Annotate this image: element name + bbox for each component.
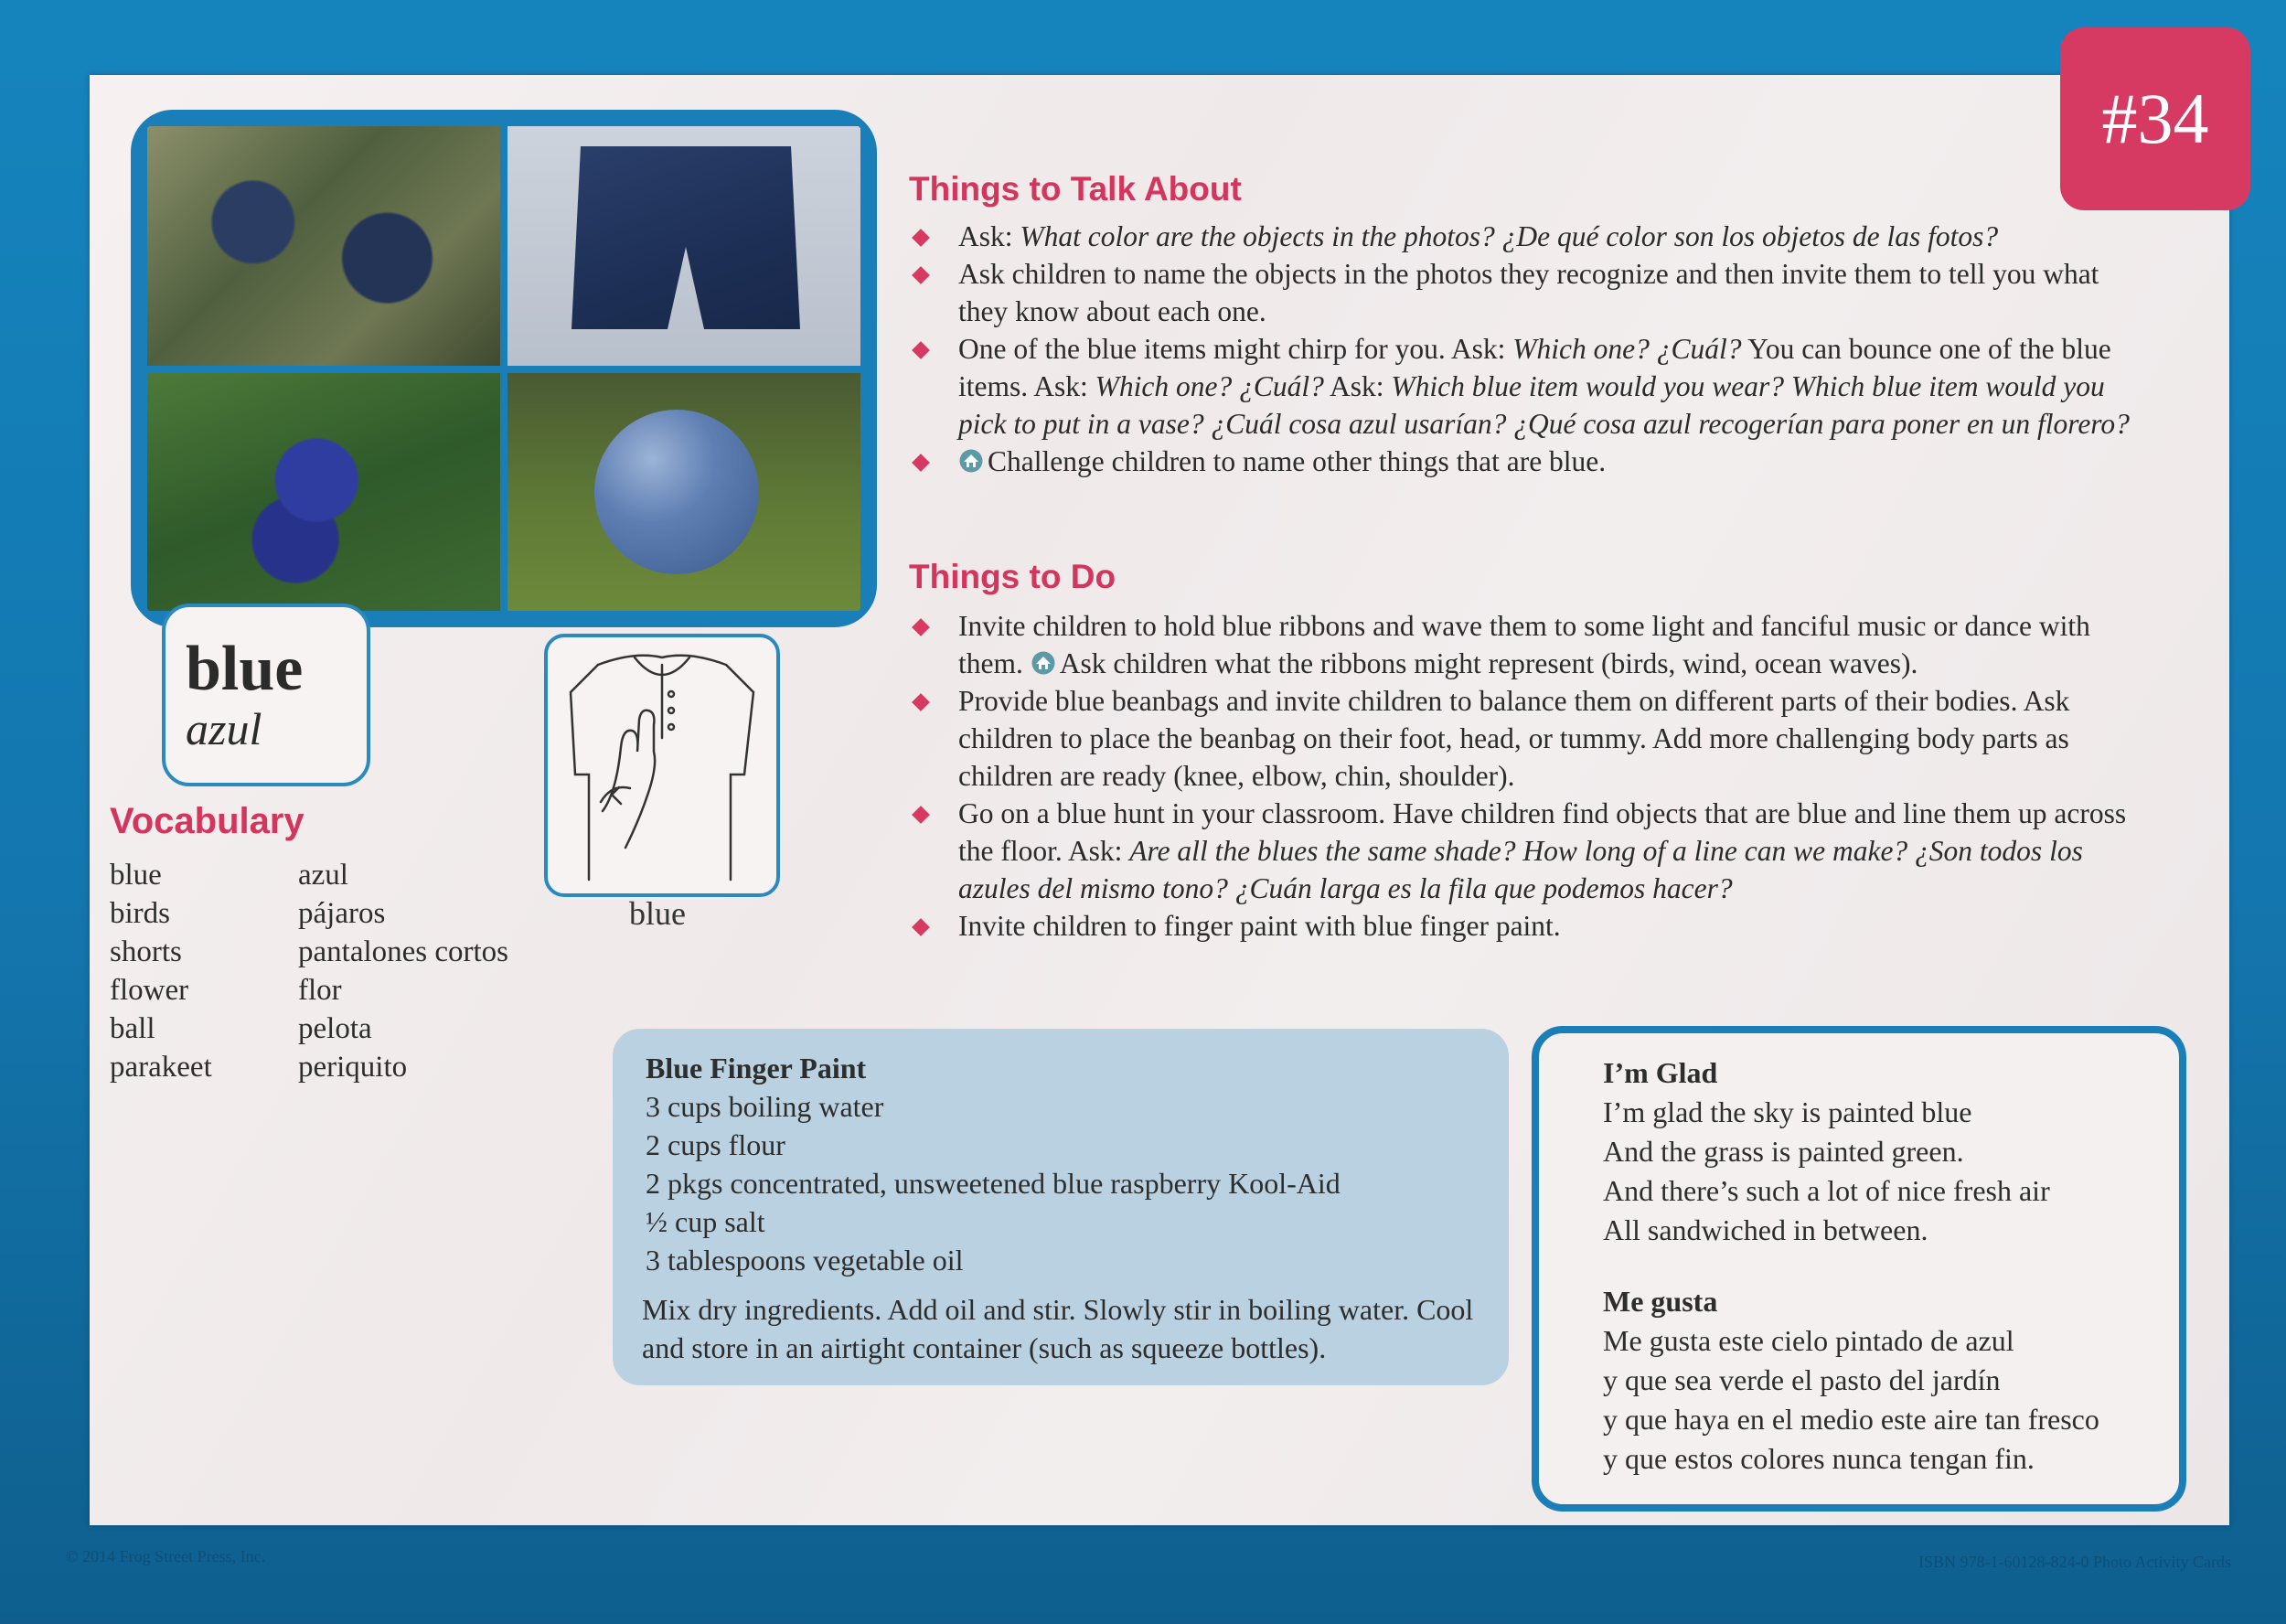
talk-item-text: Which blue item would you wear? Which blue item would you pick to put in a vase? ¿Cuál cosa azul usarían? ¿Qué cosa azul recogerían para poner en un florero? (958, 370, 2130, 440)
todo-item (911, 607, 2154, 682)
recipe-ingredients (646, 1087, 1341, 1279)
recipe-method: Mix dry ingredients. Add oil and stir. Slowly stir in boiling water. Cool and store in an airtight container (such as squeeze bottles). (642, 1293, 1474, 1364)
talk-item (911, 443, 2154, 480)
vocabulary-title: Vocabulary (110, 801, 304, 841)
todo-list (911, 607, 2154, 945)
vocabulary-word: flor (298, 974, 342, 1007)
recipe-ingredient: 2 cups flour (646, 1128, 785, 1161)
poem-line: All sandwiched in between. (1603, 1213, 1928, 1246)
photo-shorts (507, 126, 860, 366)
poem-spanish-lines (1603, 1321, 2099, 1479)
word-box (162, 604, 370, 786)
poem-english (1603, 1053, 2050, 1250)
talk-item-text: Ask: (1323, 370, 1392, 402)
recipe-ingredient: ½ cup salt (646, 1205, 765, 1238)
poem-box (1532, 1026, 2186, 1512)
talk-item-text: Which one? ¿Cuál? (1095, 370, 1324, 402)
todo-item-text: Invite children to finger paint with blue finger paint. (958, 910, 1561, 942)
talk-item-text: What color are the objects in the photos? ¿De qué color son los objetos de las fotos? (1020, 220, 1999, 252)
vocabulary-word: shorts (110, 935, 182, 968)
talk-item (911, 330, 2154, 443)
sign-language-illustration (544, 634, 780, 897)
vocabulary-word: azul (298, 859, 348, 892)
todo-item-text: Are all the blues the same shade? How long of a line can we make? ¿Son todos los azules del mismo tono? ¿Cuán larga es la fila que podemos hacer? (958, 835, 2083, 904)
home-icon (1031, 651, 1056, 675)
home-icon (958, 449, 984, 473)
poem-line: I’m glad the sky is painted blue (1603, 1095, 1972, 1128)
photo-birds (147, 126, 500, 366)
talk-item-text: Ask children to name the objects in the photos they recognize and then invite them to tell you what they know about each one. (958, 258, 2099, 327)
recipe-box (613, 1029, 1509, 1385)
vocabulary-spanish-list (298, 856, 508, 1086)
vocabulary-word: pantalones cortos (298, 935, 509, 968)
poem-line: And the grass is painted green. (1603, 1135, 1964, 1168)
talk-section-title: Things to Talk About (909, 170, 1242, 208)
recipe-ingredient: 2 pkgs concentrated, unsweetened blue raspberry Kool-Aid (646, 1167, 1341, 1200)
todo-item-text: Ask children what the ribbons might represent (birds, wind, ocean waves). (1059, 647, 1918, 679)
talk-item-text: One of the blue items might chirp for you. Ask: (958, 333, 1513, 365)
vocabulary-word: parakeet (110, 1051, 212, 1084)
poem-spanish (1603, 1282, 2099, 1479)
recipe-title: Blue Finger Paint (646, 1052, 867, 1084)
todo-section-title: Things to Do (909, 558, 1116, 595)
card-number-badge: #34 (2060, 27, 2250, 210)
todo-item-text: Invite children to hold blue ribbons and wave them to some light and fanciful music or dance with them. (958, 610, 2090, 679)
poem-line: y que sea verde el pasto del jardín (1603, 1363, 2001, 1396)
poem-line: And there’s such a lot of nice fresh air (1603, 1174, 2050, 1207)
photo-ball (507, 373, 860, 611)
sign-label: blue (629, 895, 686, 932)
talk-item-text: Challenge children to name other things that are blue. (988, 445, 1607, 477)
recipe-ingredient: 3 cups boiling water (646, 1090, 884, 1123)
recipe-ingredient: 3 tablespoons vegetable oil (646, 1244, 964, 1277)
todo-item-text: Go on a blue hunt in your classroom. Have children find objects that are blue and line them up across the floor. Ask: (958, 797, 2127, 867)
isbn: ISBN 978-1-60128-824-0 Photo Activity Cards (1918, 1553, 2231, 1571)
photo-flower (147, 373, 500, 611)
poem-english-lines (1603, 1093, 2050, 1250)
poem-line: Me gusta este cielo pintado de azul (1603, 1324, 2014, 1357)
todo-item (911, 907, 2154, 945)
poem-english-title: I’m Glad (1603, 1056, 1718, 1089)
todo-item (911, 682, 2154, 795)
vocabulary-word: pájaros (298, 897, 386, 930)
talk-item-text: Which one? ¿Cuál? (1512, 333, 1742, 365)
talk-item-text: Ask: (958, 220, 1020, 252)
poem-spanish-title: Me gusta (1603, 1285, 1718, 1318)
vocabulary-word: ball (110, 1012, 155, 1045)
talk-item (911, 218, 2154, 255)
vocabulary-word: periquito (298, 1051, 408, 1084)
poem-line: y que haya en el medio este aire tan fresco (1603, 1403, 2099, 1436)
poem-line: y que estos colores nunca tengan fin. (1603, 1442, 2035, 1475)
talk-item-text: You can bounce one of the blue items. Ask: (958, 333, 2111, 402)
copyright: © 2014 Frog Street Press, Inc. (66, 1547, 266, 1565)
vocabulary-word: birds (110, 897, 170, 930)
vocabulary-word: pelota (298, 1012, 372, 1045)
word-english: blue (186, 634, 304, 704)
vocabulary-word: flower (110, 974, 189, 1007)
vocabulary-word: blue (110, 859, 162, 892)
todo-item-text: Provide blue beanbags and invite children to balance them on different parts of their bodies. Ask children to place the beanbag on their foot, head, or tummy. Add more challenging body parts as children are ready (knee, elbow, chin, shoulder). (958, 685, 2070, 792)
photo-grid (131, 110, 877, 627)
sign-hand-icon (548, 637, 776, 893)
word-spanish: azul (186, 703, 262, 754)
talk-item (911, 255, 2154, 330)
todo-item (911, 795, 2154, 907)
vocabulary-english-list (110, 856, 212, 1086)
talk-list (911, 218, 2154, 480)
